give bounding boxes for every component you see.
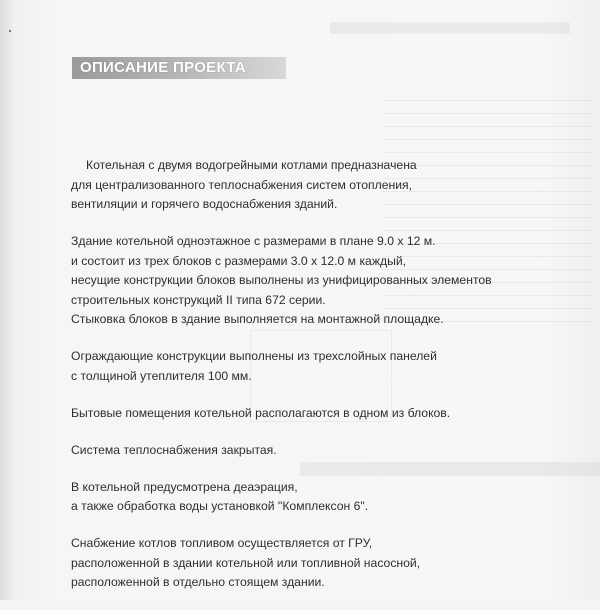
- text-line: Бытовые помещения котельной располагаются в одном из блоков.: [71, 405, 451, 420]
- paragraph-enclosing-structures: [71, 347, 551, 386]
- text-line: и состоит из трех блоков с размерами 3.0 x 12.0 м каждый,: [71, 253, 407, 268]
- paragraph-water-treatment: [71, 478, 551, 517]
- project-description: [71, 156, 551, 610]
- text-line: расположенной в здании котельной или топливной насосной,: [71, 555, 421, 570]
- section-title: ОПИСАНИЕ ПРОЕКТА: [80, 59, 246, 76]
- text-line: Котельная с двумя водогрейными котлами предназначена: [86, 158, 417, 172]
- text-line: расположенной в отдельно стоящем здании.: [71, 575, 325, 589]
- text-line: Снабжение котлов топливом осуществляется от ГРУ,: [71, 536, 373, 550]
- page-edge-shadow: [0, 0, 14, 600]
- paragraph-fuel-supply: [71, 534, 551, 593]
- text-line: Система теплоснабжения закрытая.: [71, 442, 277, 457]
- paragraph-utility-rooms: [71, 404, 551, 424]
- scan-speck: [9, 30, 11, 32]
- text-line: несущие конструкции блоков выполнены из унифицированных элементов: [71, 273, 492, 287]
- text-line: строительных конструкций II типа 672 серии.: [71, 292, 326, 307]
- paragraph-heating-system: [71, 441, 551, 461]
- text-line: вентиляции и горячего водоснабжения зданий.: [71, 197, 338, 211]
- text-line: а также обработка воды установкой "Комплексон 6".: [71, 499, 369, 513]
- text-line: В котельной предусмотрена деаэрация,: [71, 479, 298, 494]
- text-line: с толщиной утеплителя 100 мм.: [71, 368, 252, 383]
- text-line: для централизованного теплоснабжения систем отопления,: [71, 177, 413, 192]
- paragraph-building: [71, 232, 551, 330]
- paragraph-purpose: [71, 156, 551, 215]
- text-line: Ограждающие конструкции выполнены из трехслойных панелей: [71, 349, 437, 363]
- text-line: Стыковка блоков в здание выполняется на монтажной площадке.: [71, 312, 444, 326]
- text-line: Здание котельной одноэтажное с размерами в плане 9.0 x 12 м.: [71, 234, 436, 248]
- bleed-through-title: [330, 22, 570, 34]
